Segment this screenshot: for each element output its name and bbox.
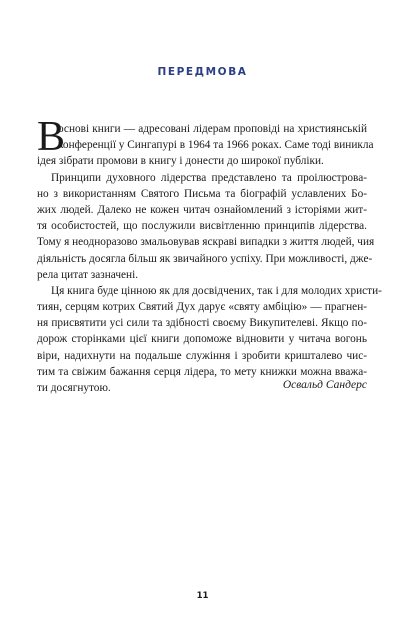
text-line: ти досягнутою. — [37, 382, 111, 394]
author-signature: Освальд Сандерс — [282, 379, 367, 391]
body-text — [37, 114, 382, 396]
text-line: діяльність досягла більш як звичайного успіху. При можливості, дже- — [37, 252, 373, 265]
text-line: ня присвятити усі сили та здібності своєму Викупителеві. Якщо по- — [37, 317, 367, 330]
text-line: дорож сторінками цієї книги допоможе відновити у читача вогонь — [37, 333, 367, 346]
text-line: тя особистостей, що послужили висвітленню принципів лідерства. — [37, 220, 367, 233]
text-line: ідея зібрати промови в книгу і донести до широкої публіки. — [37, 155, 324, 168]
text-line: основі книги — адресовані лідерам проповіді на християнській — [58, 123, 367, 135]
page-heading: ПЕРЕДМОВА — [157, 66, 248, 78]
text-line: тим та свіжим бажання серця лідера, то мету книжки можна вважа- — [37, 365, 367, 378]
text-line: конференції у Сингапурі в 1964 та 1966 роках. Саме тоді виникла — [58, 139, 374, 152]
text-line: віри, надихнути на подальше служіння і зробити кришталево чис- — [37, 349, 367, 362]
text-line: рела цитат зазначені. — [37, 268, 139, 281]
paragraph-1 — [37, 121, 374, 170]
text-line: Ця книга буде цінною як для досвідчених, так і для молодих христи- — [51, 284, 382, 297]
text-line: но з використанням Святого Письма та біографій уславлених Бо- — [37, 187, 367, 200]
paragraph-2 — [37, 170, 375, 283]
text-line: тиян, серцям котрих Святий Дух дарує «святу амбіцію» — прагнен- — [37, 301, 367, 314]
text-line: жих людей. Далеко не кожен читач ознайомлений з історіями жит- — [37, 203, 367, 216]
drop-cap-letter: В — [37, 114, 66, 160]
text-line: Тому я неодноразово змальовував яскраві випадки з життя людей, чия — [37, 236, 375, 249]
text-line: Принципи духовного лідерства представлено та проілюстрова- — [51, 171, 367, 184]
page-number: 11 — [196, 591, 209, 601]
